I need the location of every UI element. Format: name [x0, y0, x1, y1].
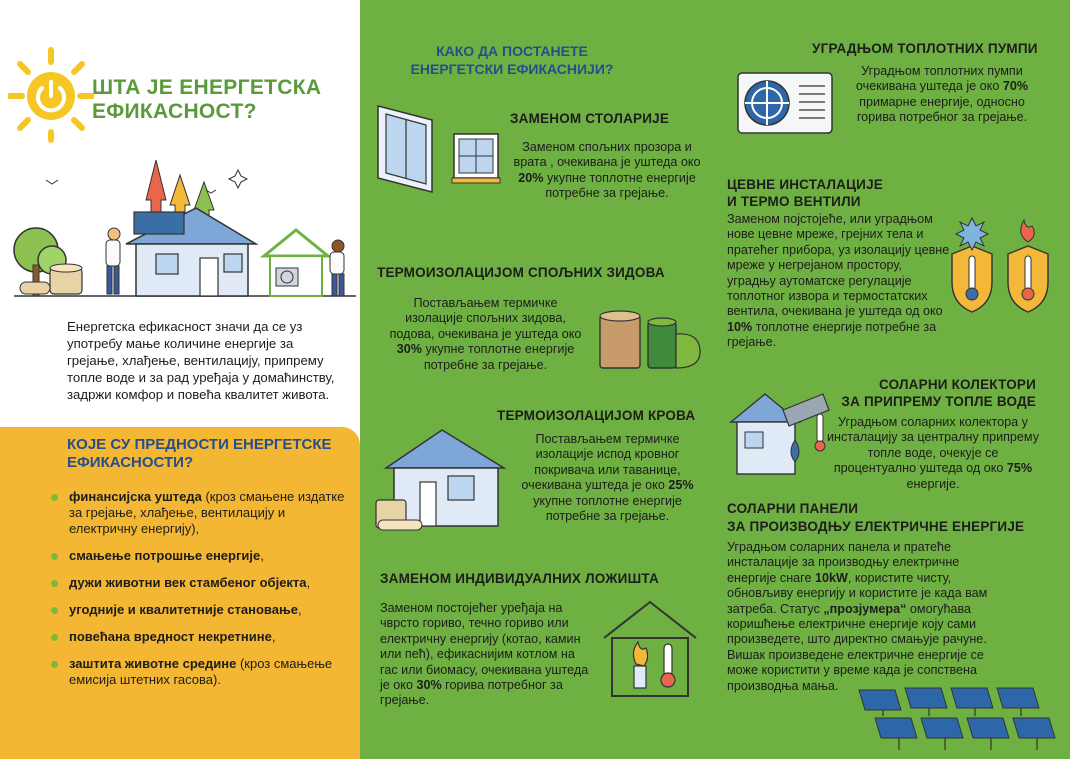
- benefit-item: [49, 629, 354, 645]
- main-title: ШТА ЈЕ ЕНЕРГЕТСКА ЕФИКАСНОСТ?: [92, 76, 322, 123]
- heat-pump-icon: [735, 70, 835, 136]
- stoves-text: Заменом постојећег уређаја на чврсто гориво, течно гориво или електричну енергију (котао, камин или пећ), ефикаснијим котлом на гас или биомасу, очекивана уштеда је око 30% горива потребног за грејање.: [380, 601, 589, 708]
- roof-title: ТЕРМОИЗОЛАЦИЈОМ КРОВА: [497, 408, 696, 423]
- walls-text: Постављањем термичке изолације спољних зидова, подова, очекивана је уштеда око 30% укупне топлотне енергије потребне за грејање.: [389, 296, 582, 372]
- roof-text: Постављањем термичке изолације испод кровног покривача или таванице, очекивана уштеда је око 25% укупне топлотне енергије потребне за грејање.: [521, 432, 694, 524]
- insulation-rolls-icon: [596, 308, 706, 372]
- collectors-title-1: СОЛАРНИ КОЛЕКТОРИ: [879, 377, 1036, 392]
- benefit-bold: финансијска уштеда: [69, 489, 202, 504]
- boiler-house-icon: [600, 596, 700, 700]
- walls-title: ТЕРМОИЗОЛАЦИЈОМ СПОЉНИХ ЗИДОВА: [377, 265, 665, 280]
- window-icon: [372, 100, 502, 200]
- benefits-list: [49, 489, 354, 699]
- left-column: [0, 0, 360, 759]
- benefit-item: [49, 656, 354, 688]
- benefit-rest: (кроз смањене издатке за грејање, хлађење, вентилацију и електричну енергију),: [69, 489, 345, 536]
- benefit-bold: смањење потрошње енергије: [69, 548, 261, 563]
- solar-collector-house-icon: [725, 380, 835, 480]
- benefit-item: [49, 602, 354, 618]
- thermostat-shields-icon: [948, 212, 1058, 316]
- windows-title: ЗАМЕНОМ СТОЛАРИЈЕ: [510, 111, 670, 126]
- pipes-title-1: ЦЕВНЕ ИНСТАЛАЦИЈЕ: [727, 177, 883, 192]
- panels-title-1: СОЛАРНИ ПАНЕЛИ: [727, 501, 859, 516]
- benefit-rest: (кроз смањење емисија штетних гасова).: [69, 656, 333, 687]
- pipes-title-2: И ТЕРМО ВЕНТИЛИ: [727, 194, 861, 209]
- benefits-title: КОЈЕ СУ ПРЕДНОСТИ ЕНЕРГЕТСКЕ ЕФИКАСНОСТИ?: [67, 436, 332, 471]
- collectors-text: Уградњом соларних колектора у инсталацију за централну припрему топле воде, очекује се процентуално уштеда од око 75% енергије.: [826, 415, 1040, 491]
- panels-title-2: ЗА ПРОИЗВОДЊУ ЕЛЕКТРИЧНЕ ЕНЕРГИЈЕ: [727, 519, 1025, 534]
- sun-power-icon: [8, 44, 94, 144]
- benefit-rest: ,: [260, 548, 264, 563]
- benefit-rest: ,: [306, 575, 311, 590]
- benefit-bold: повећана вредност некретнине: [69, 629, 272, 644]
- house-illustration: [6, 150, 360, 300]
- benefit-rest: ,: [271, 629, 276, 644]
- heatpump-text: Уградњом топлотних пумпи очекивана уштеда је око 70% примарне енергије, односно горива потребног за грејање.: [855, 64, 1029, 125]
- windows-text: Заменом спољних прозора и врата , очекивана је уштеда око 20% укупне топлотне енергије потребне за грејање.: [513, 140, 701, 201]
- benefit-item: [49, 548, 354, 564]
- heatpump-title: УГРАДЊОМ ТОПЛОТНИХ ПУМПИ: [812, 41, 1038, 56]
- howto-title: КАКО ДА ПОСТАНЕТЕ ЕНЕРГЕТСКИ ЕФИКАСНИЈИ?: [410, 43, 614, 77]
- benefit-rest: ,: [297, 602, 302, 617]
- solar-panels-icon: [855, 682, 1060, 754]
- collectors-title-2: ЗА ПРИПРЕМУ ТОПЛЕ ВОДЕ: [841, 394, 1036, 409]
- intro-paragraph: Енергетска ефикасност значи да се уз употребу мање количине енергије за грејање, хлађење, вентилацију, припрему топле воде и за рад уређаја у домаћинству, задржи комфор и повећа квалитет живота.: [67, 319, 335, 402]
- house-roof-icon: [372, 424, 512, 534]
- panels-text: Уградњом соларних панела и пратеће инсталације за производњу електричне енергије снаге 10kW, користите чисту, обновљиву енергију и користите је када вам затреба. Статус „прозјумера“ омогућава коришћење електричне енергије коју сами произведете, што директно смањује рачуне. Вишак произведене електричне енергије се може користити у време када је сопствена производња мања.: [727, 540, 988, 693]
- benefit-item: [49, 489, 354, 537]
- benefit-bold: угодније и квалитетније становање: [69, 602, 298, 617]
- benefit-item: [49, 575, 354, 591]
- benefit-bold: заштита животне средине: [69, 656, 237, 671]
- pipes-text: Заменом појстојеће, или уградњом нове цевне мреже, грејних тела и пратећег прибора, уз изолацију цевне мреже у негрејаном простору, уградњу аутоматске регулације топлотног извора и термостатских вентила, очекивана је уштеда од око 10% топлотне енергије потребне за грејање.: [727, 212, 950, 350]
- benefit-bold: дужи животни век стамбеног објекта: [69, 575, 307, 590]
- stoves-title: ЗАМЕНОМ ИНДИВИДУАЛНИХ ЛОЖИШТА: [380, 571, 659, 586]
